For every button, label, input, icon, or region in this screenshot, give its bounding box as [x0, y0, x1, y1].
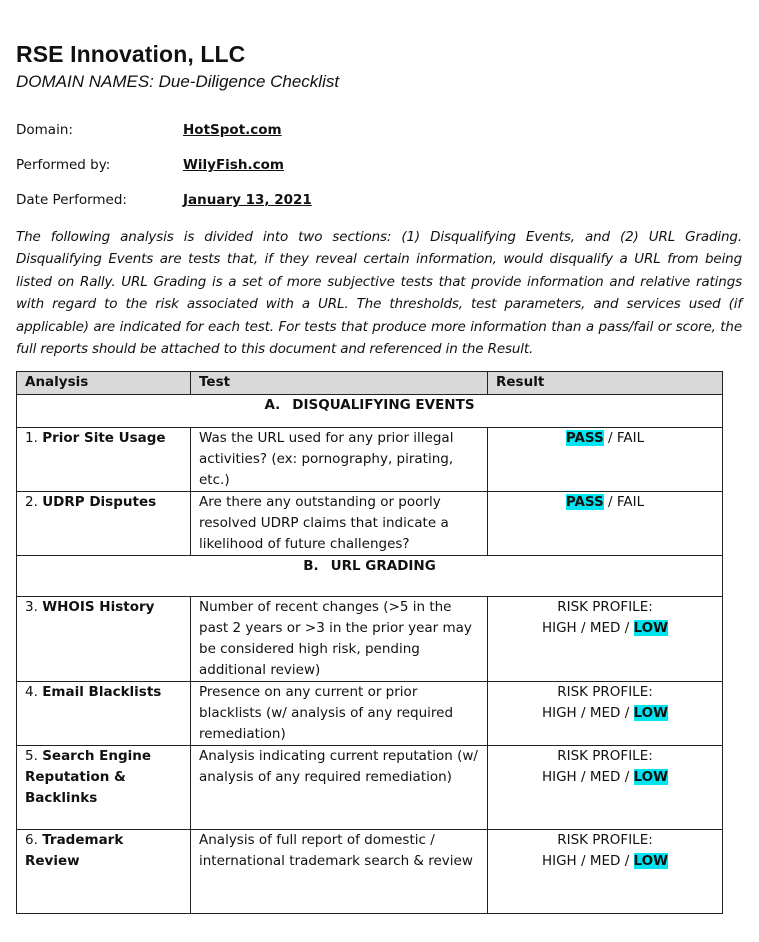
- item-name: Search Engine Reputation & Backlinks: [25, 748, 152, 806]
- company-title: RSE Innovation, LLC: [16, 41, 246, 67]
- result-options: HIGH / MED /: [541, 853, 634, 869]
- test-cell: Presence on any current or prior blacklists (w/ analysis of any required remediation): [191, 682, 488, 746]
- test-cell: Was the URL used for any prior illegal activities? (ex: pornography, pirating, etc.): [191, 428, 488, 492]
- item-name: WHOIS History: [42, 599, 155, 615]
- analysis-cell: [17, 428, 191, 492]
- item-name: Prior Site Usage: [42, 430, 166, 446]
- section-a-heading: [17, 395, 723, 428]
- header-result: Result: [488, 372, 723, 395]
- section-row: [17, 395, 723, 428]
- document-subtitle: DOMAIN NAMES: Due-Diligence Checklist: [16, 72, 340, 91]
- table-row: [17, 492, 723, 556]
- section-title: DISQUALIFYING EVENTS: [292, 397, 475, 413]
- header-analysis: Analysis: [17, 372, 191, 395]
- analysis-cell: [17, 746, 191, 830]
- table-row: [17, 428, 723, 492]
- section-b-heading: [17, 556, 723, 597]
- result-cell: [488, 492, 723, 556]
- date-performed-label: Date Performed:: [16, 192, 127, 208]
- date-performed-value: January 13, 2021: [183, 192, 312, 208]
- result-options: HIGH / MED /: [541, 769, 634, 785]
- selected-result: LOW: [633, 853, 669, 869]
- test-cell: Analysis indicating current reputation (w/ analysis of any required remediation): [191, 746, 488, 830]
- risk-profile-label: RISK PROFILE:: [557, 599, 653, 615]
- result-cell: [488, 428, 723, 492]
- performed-by-value: WilyFish.com: [183, 157, 284, 173]
- item-number: 6.: [25, 832, 38, 848]
- section-row: [17, 556, 723, 597]
- risk-profile-label: RISK PROFILE:: [557, 748, 653, 764]
- table-header-row: [17, 372, 723, 395]
- item-number: 3.: [25, 599, 38, 615]
- test-cell: Analysis of full report of domestic / international trademark search & review: [191, 830, 488, 914]
- item-number: 1.: [25, 430, 38, 446]
- result-options: / FAIL: [603, 494, 645, 510]
- result-options: / FAIL: [603, 430, 645, 446]
- analysis-cell: [17, 492, 191, 556]
- test-cell: Are there any outstanding or poorly resolved UDRP claims that indicate a likelihood of future challenges?: [191, 492, 488, 556]
- item-name: Trademark Review: [25, 832, 124, 869]
- selected-result: LOW: [633, 769, 669, 785]
- selected-result: PASS: [565, 494, 604, 510]
- selected-result: PASS: [565, 430, 604, 446]
- analysis-cell: [17, 682, 191, 746]
- domain-label: Domain:: [16, 122, 73, 138]
- selected-result: LOW: [633, 620, 669, 636]
- result-options: HIGH / MED /: [541, 620, 634, 636]
- risk-profile-label: RISK PROFILE:: [557, 684, 653, 700]
- analysis-cell: [17, 830, 191, 914]
- item-number: 4.: [25, 684, 38, 700]
- section-letter: B.: [303, 558, 319, 574]
- performed-by-label: Performed by:: [16, 157, 111, 173]
- result-cell: [488, 682, 723, 746]
- table-row: [17, 830, 723, 914]
- table-row: [17, 597, 723, 682]
- analysis-cell: [17, 597, 191, 682]
- section-letter: A.: [264, 397, 281, 413]
- result-cell: [488, 746, 723, 830]
- item-name: UDRP Disputes: [42, 494, 157, 510]
- selected-result: LOW: [633, 705, 669, 721]
- section-title: URL GRADING: [330, 558, 436, 574]
- result-cell: [488, 597, 723, 682]
- item-number: 5.: [25, 748, 38, 764]
- risk-profile-label: RISK PROFILE:: [557, 832, 653, 848]
- item-name: Email Blacklists: [42, 684, 162, 700]
- result-cell: [488, 830, 723, 914]
- header-test: Test: [191, 372, 488, 395]
- domain-value: HotSpot.com: [183, 122, 282, 138]
- table-row: [17, 746, 723, 830]
- intro-paragraph: The following analysis is divided into two sections: (1) Disqualifying Events, and (2) URL Grading. Disqualifying Events are tests that, if they reveal certain information, would disqualify a URL from being listed on Rally. URL Grading is a set of more subjective tests that provide information and relative ratings with regard to the risk associated with a URL. The thresholds, test parameters, and services used (if applicable) are indicated for each test. For tests that produce more information than a pass/fail or score, the full reports should be attached to this document and referenced in the Result.: [16, 229, 742, 358]
- test-cell: Number of recent changes (>5 in the past 2 years or >3 in the prior year may be considered high risk, pending additional review): [191, 597, 488, 682]
- item-number: 2.: [25, 494, 38, 510]
- result-options: HIGH / MED /: [541, 705, 634, 721]
- checklist-table: [16, 371, 723, 914]
- table-row: [17, 682, 723, 746]
